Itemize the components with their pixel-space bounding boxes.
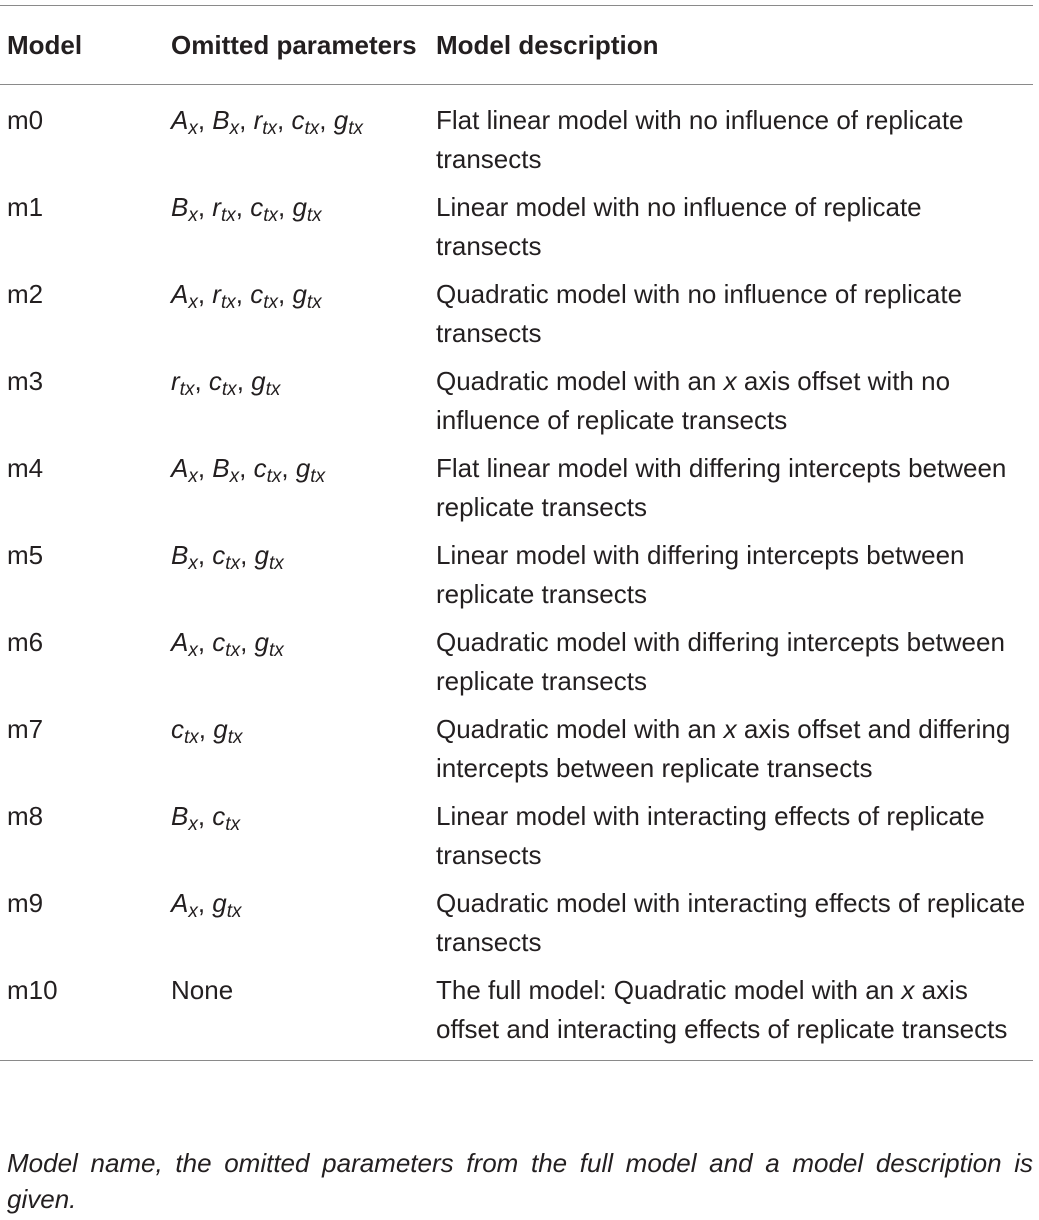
parameter-symbol bbox=[212, 888, 242, 922]
parameter-subscript: tx bbox=[220, 292, 236, 313]
parameter-subscript: tx bbox=[262, 118, 278, 139]
omitted-parameters-cell bbox=[167, 188, 435, 275]
parameter-subscript: tx bbox=[263, 205, 278, 226]
parameter-base: B bbox=[171, 192, 189, 222]
parameter-separator: , bbox=[277, 192, 293, 222]
parameter-separator: , bbox=[240, 540, 255, 570]
parameter-separator: , bbox=[235, 279, 251, 309]
parameter-subscript: x bbox=[188, 640, 198, 661]
parameter-symbol bbox=[171, 627, 198, 661]
parameter-symbol bbox=[171, 714, 199, 748]
parameter-symbol bbox=[212, 627, 241, 661]
table-row bbox=[0, 275, 1033, 362]
header-omitted-parameters: Omitted parameters bbox=[171, 30, 417, 60]
parameter-symbol bbox=[171, 192, 198, 226]
parameter-symbol bbox=[251, 366, 281, 400]
parameter-subscript: tx bbox=[304, 118, 320, 139]
parameter-separator: , bbox=[197, 192, 213, 222]
parameter-subscript: tx bbox=[348, 118, 363, 139]
parameter-symbol bbox=[292, 279, 322, 313]
model-name-cell: m3 bbox=[7, 366, 44, 396]
parameter-base: c bbox=[212, 627, 226, 657]
parameter-subscript: tx bbox=[225, 640, 241, 661]
table-row bbox=[0, 884, 1033, 971]
omitted-parameters-cell bbox=[167, 536, 435, 623]
parameter-subscript: x bbox=[229, 466, 240, 487]
parameter-base: r bbox=[253, 105, 263, 135]
model-name-cell: m10 bbox=[7, 975, 58, 1005]
model-description-cell: Quadratic model with differing intercepts between replicate transects bbox=[436, 627, 1005, 696]
axis-variable: x bbox=[901, 975, 915, 1005]
parameter-symbol bbox=[212, 540, 241, 574]
omitted-parameters-cell bbox=[167, 797, 435, 884]
parameter-subscript: x bbox=[188, 814, 198, 835]
parameter-base: g bbox=[251, 366, 266, 396]
parameter-base: g bbox=[295, 453, 311, 483]
parameter-symbol bbox=[171, 888, 198, 922]
parameter-base: g bbox=[212, 888, 227, 918]
parameter-symbol bbox=[291, 105, 320, 139]
parameter-separator: , bbox=[277, 105, 292, 135]
parameter-symbol bbox=[171, 801, 198, 835]
parameter-subscript: tx bbox=[265, 379, 281, 400]
table-row bbox=[0, 710, 1033, 797]
parameter-symbol bbox=[333, 105, 363, 139]
parameter-separator: , bbox=[319, 105, 334, 135]
model-description-cell: Linear model with differing intercepts between replicate transects bbox=[436, 540, 965, 609]
model-description-cell: Quadratic model with no influence of replicate transects bbox=[436, 279, 963, 348]
parameter-separator: , bbox=[239, 453, 254, 483]
parameter-symbol bbox=[171, 279, 198, 313]
table-body bbox=[0, 85, 1033, 1061]
omitted-parameters-cell bbox=[167, 710, 435, 797]
model-description-cell: The full model: Quadratic model with an x axis offset and interacting effects of replicate transects bbox=[436, 975, 1008, 1044]
parameter-base: A bbox=[171, 888, 189, 918]
parameter-base: A bbox=[171, 105, 189, 135]
omitted-parameters-cell: None bbox=[171, 975, 234, 1005]
model-name-cell: m2 bbox=[7, 279, 44, 309]
table-row bbox=[0, 85, 1033, 189]
parameter-subscript: tx bbox=[310, 466, 326, 487]
parameter-base: c bbox=[212, 801, 226, 831]
model-description-cell: Linear model with interacting effects of replicate transects bbox=[436, 801, 985, 870]
parameter-base: g bbox=[254, 540, 269, 570]
parameter-base: B bbox=[171, 801, 189, 831]
parameter-separator: , bbox=[236, 366, 252, 396]
parameter-symbol bbox=[250, 279, 278, 313]
parameter-symbol bbox=[208, 366, 237, 400]
model-name-cell: m0 bbox=[7, 105, 44, 135]
parameter-symbol bbox=[253, 105, 278, 139]
parameter-base: g bbox=[213, 714, 228, 744]
parameter-base: g bbox=[333, 105, 349, 135]
parameter-separator: , bbox=[197, 801, 213, 831]
table-footnote: Model name, the omitted parameters from the full model and a model description is given. bbox=[7, 1148, 1033, 1214]
model-name-cell: m1 bbox=[7, 192, 44, 222]
parameter-subscript: x bbox=[188, 553, 198, 574]
parameter-separator: , bbox=[197, 279, 213, 309]
header-row bbox=[0, 6, 1033, 85]
parameter-subscript: tx bbox=[263, 292, 278, 313]
parameter-symbol bbox=[250, 192, 278, 226]
parameter-subscript: tx bbox=[221, 379, 237, 400]
parameter-subscript: tx bbox=[269, 553, 284, 574]
parameter-separator: , bbox=[198, 714, 214, 744]
model-description-cell: Flat linear model with no influence of replicate transects bbox=[436, 105, 964, 174]
parameter-separator: , bbox=[281, 453, 296, 483]
parameter-base: B bbox=[171, 540, 189, 570]
parameter-symbol bbox=[212, 105, 240, 139]
table-row bbox=[0, 188, 1033, 275]
table-header bbox=[0, 6, 1033, 85]
omitted-parameters-cell bbox=[167, 85, 435, 189]
parameter-symbol bbox=[292, 192, 322, 226]
parameter-symbol bbox=[212, 801, 241, 835]
header-model-description: Model description bbox=[436, 30, 659, 60]
parameter-subscript: tx bbox=[266, 466, 282, 487]
parameter-symbol bbox=[253, 453, 282, 487]
axis-variable: x bbox=[723, 366, 737, 396]
parameter-symbol bbox=[171, 453, 198, 487]
parameter-symbol bbox=[295, 453, 326, 487]
parameter-separator: , bbox=[197, 453, 213, 483]
model-description-cell: Quadratic model with an x axis offset with no influence of replicate transects bbox=[436, 366, 951, 435]
parameter-separator: , bbox=[240, 627, 255, 657]
model-description-cell: Linear model with no influence of replicate transects bbox=[436, 192, 922, 261]
parameter-separator: , bbox=[197, 627, 213, 657]
parameter-separator: , bbox=[194, 366, 209, 396]
parameter-subscript: tx bbox=[227, 727, 243, 748]
parameter-symbol bbox=[171, 366, 195, 400]
parameter-base: r bbox=[212, 192, 221, 222]
parameter-symbol bbox=[254, 540, 284, 574]
model-name-cell: m8 bbox=[7, 801, 44, 831]
parameter-subscript: tx bbox=[225, 814, 241, 835]
header-model: Model bbox=[7, 30, 83, 60]
parameter-symbol bbox=[254, 627, 284, 661]
model-description-cell: Quadratic model with an x axis offset and differing intercepts between replicate transects bbox=[436, 714, 1011, 783]
parameter-subscript: x bbox=[188, 118, 198, 139]
table-row bbox=[0, 623, 1033, 710]
parameter-subscript: tx bbox=[306, 292, 322, 313]
parameter-subscript: tx bbox=[184, 727, 199, 748]
parameter-base: A bbox=[171, 279, 189, 309]
model-name-cell: m7 bbox=[7, 714, 44, 744]
parameter-separator: , bbox=[239, 105, 254, 135]
parameter-subscript: tx bbox=[220, 205, 236, 226]
parameter-base: c bbox=[291, 105, 305, 135]
omitted-parameters-cell bbox=[167, 362, 435, 449]
model-description-cell: Quadratic model with interacting effects of replicate transects bbox=[436, 888, 1026, 957]
model-name-cell: m5 bbox=[7, 540, 44, 570]
model-name-cell: m4 bbox=[7, 453, 44, 483]
table-row bbox=[0, 362, 1033, 449]
parameter-base: c bbox=[208, 366, 222, 396]
table-row bbox=[0, 449, 1033, 536]
parameter-subscript: tx bbox=[179, 379, 195, 400]
parameter-base: g bbox=[292, 192, 307, 222]
parameter-subscript: x bbox=[188, 901, 198, 922]
parameter-base: r bbox=[171, 366, 180, 396]
parameter-separator: , bbox=[197, 888, 213, 918]
omitted-parameters-cell bbox=[167, 275, 435, 362]
parameter-subscript: x bbox=[229, 118, 240, 139]
parameter-base: A bbox=[171, 453, 189, 483]
parameter-base: A bbox=[171, 627, 189, 657]
parameter-subscript: tx bbox=[225, 553, 241, 574]
parameter-subscript: tx bbox=[226, 901, 242, 922]
parameter-base: B bbox=[212, 453, 230, 483]
parameter-separator: , bbox=[197, 105, 213, 135]
model-name-cell: m6 bbox=[7, 627, 44, 657]
parameter-separator: , bbox=[277, 279, 293, 309]
parameter-symbol bbox=[171, 105, 198, 139]
table-row bbox=[0, 536, 1033, 623]
omitted-parameters-cell bbox=[167, 884, 435, 971]
parameter-subscript: x bbox=[188, 466, 198, 487]
parameter-separator: , bbox=[197, 540, 213, 570]
parameter-subscript: tx bbox=[269, 640, 284, 661]
parameter-symbol bbox=[212, 279, 236, 313]
axis-variable: x bbox=[723, 714, 737, 744]
parameter-symbol bbox=[171, 540, 198, 574]
model-name-cell: m9 bbox=[7, 888, 44, 918]
parameter-base: g bbox=[254, 627, 269, 657]
table-row bbox=[0, 797, 1033, 884]
parameter-base: g bbox=[292, 279, 307, 309]
model-description-cell: Flat linear model with differing intercepts between replicate transects bbox=[436, 453, 1007, 522]
parameter-symbol bbox=[212, 453, 240, 487]
parameter-base: c bbox=[212, 540, 226, 570]
models-table bbox=[0, 5, 1033, 1061]
parameter-base: c bbox=[253, 453, 267, 483]
parameter-base: B bbox=[212, 105, 230, 135]
omitted-parameters-cell bbox=[167, 623, 435, 710]
parameter-symbol bbox=[213, 714, 243, 748]
parameter-separator: , bbox=[235, 192, 251, 222]
table-row bbox=[0, 971, 1033, 1061]
parameter-subscript: x bbox=[188, 205, 198, 226]
parameter-subscript: x bbox=[188, 292, 198, 313]
parameter-subscript: tx bbox=[306, 205, 322, 226]
parameter-base: c bbox=[250, 279, 264, 309]
parameter-base: c bbox=[250, 192, 264, 222]
parameter-symbol bbox=[212, 192, 236, 226]
parameter-base: c bbox=[171, 714, 184, 744]
omitted-parameters-cell bbox=[167, 449, 435, 536]
parameter-base: r bbox=[212, 279, 221, 309]
